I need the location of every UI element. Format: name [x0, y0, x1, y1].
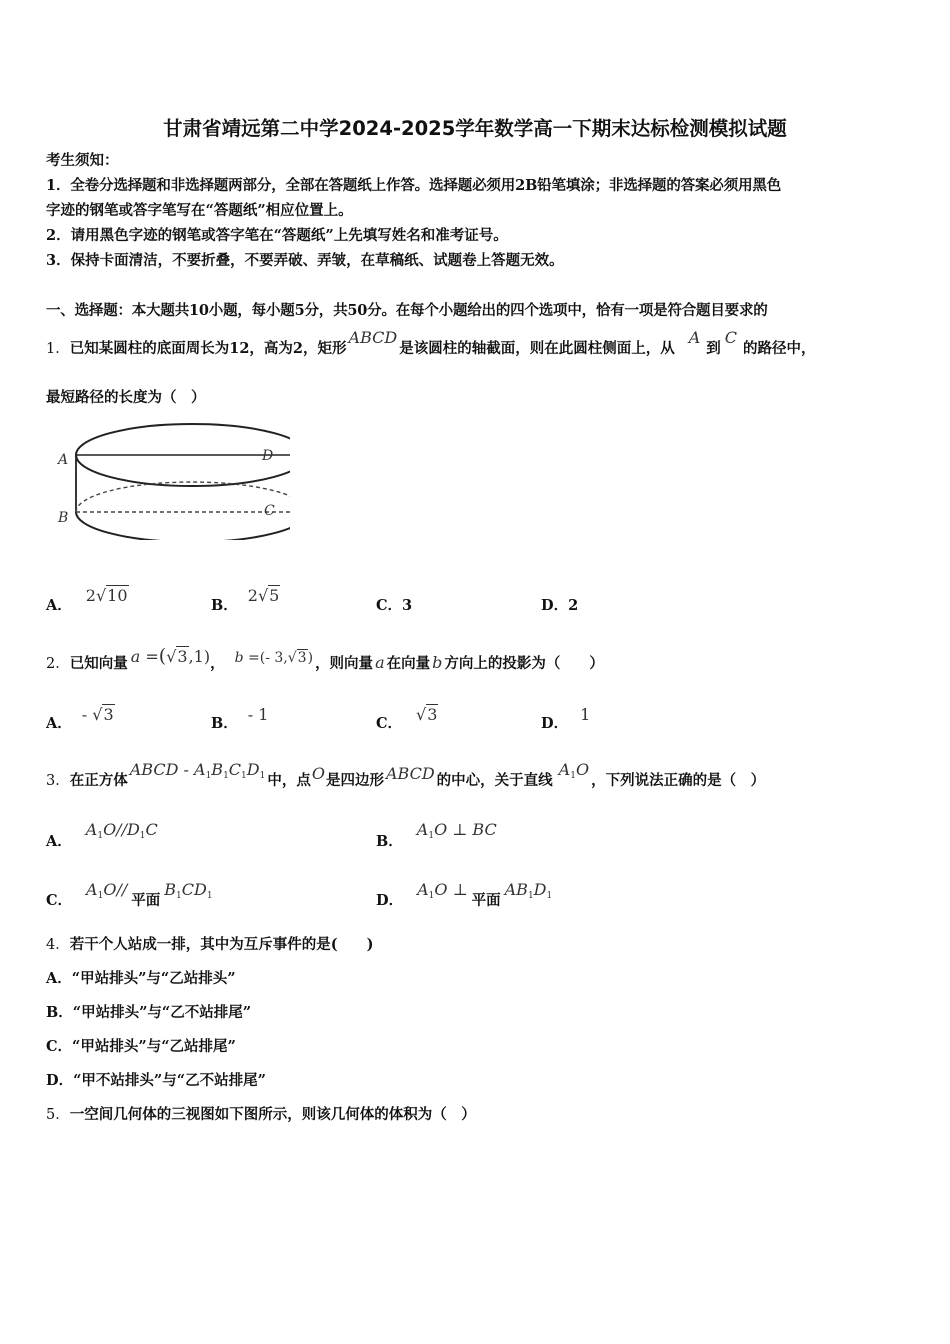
notice-item-3: 3．保持卡面清洁，不要折叠，不要弄破、弄皱，在草稿纸、试题卷上答题无效。: [46, 252, 564, 269]
radicand: 3: [297, 650, 307, 666]
math-cube: [130, 760, 266, 779]
question-text: 的中心，关于直线: [436, 772, 553, 789]
option-label: B．: [211, 715, 238, 732]
math-part: (: [158, 645, 167, 667]
q2-option-d[interactable]: [541, 705, 591, 733]
math-option-c-2: [164, 880, 212, 899]
question-1-line-2: 最短路径的长度为（ ）: [46, 389, 206, 406]
math-part: b =: [234, 650, 260, 666]
math-part: A: [558, 760, 571, 779]
question-text: 中，点: [267, 772, 311, 789]
radicand: 3: [103, 705, 114, 724]
question-text: 到: [706, 340, 721, 357]
subscript: 1: [97, 891, 104, 901]
q1-option-a[interactable]: [46, 586, 129, 615]
question-number: 2．: [46, 656, 70, 672]
math-part: A: [416, 820, 429, 839]
q1-option-b[interactable]: [211, 586, 280, 615]
math-abcd: ABCD: [385, 764, 435, 783]
math-part: O ⊥: [434, 880, 468, 899]
math-sqrt-3: √3: [416, 705, 438, 724]
subscript: 1: [570, 771, 576, 781]
question-text: ，下列说法正确的是（ ）: [591, 772, 766, 789]
q2-option-b[interactable]: [211, 705, 269, 733]
notice-item-1-line-2: 字迹的钢笔或答字笔写在“答题纸”相应位置上。: [46, 202, 353, 219]
math-a1o: [559, 760, 589, 779]
math-part: A: [85, 820, 98, 839]
math-option-d-1: [417, 880, 468, 899]
option-label: C．: [46, 892, 73, 909]
math-2-sqrt-5: 2√5: [247, 586, 280, 605]
subscript: 1: [527, 891, 534, 901]
label-d: D: [262, 448, 274, 464]
question-text: ，: [210, 655, 225, 672]
math-part: -: [81, 705, 93, 724]
question-2-line: [46, 645, 604, 674]
math-part: ABCD -: [129, 760, 189, 779]
label-b: B: [58, 510, 69, 526]
question-text: 的路径中，: [743, 340, 816, 357]
math-o: O: [311, 764, 325, 783]
q4-option-d[interactable]: D．“甲不站排头”与“乙不站排尾”: [46, 1072, 266, 1089]
subscript: 1: [428, 891, 435, 901]
question-number: 3．: [46, 773, 70, 789]
option-label: B．: [376, 833, 403, 850]
question-number: 5．: [46, 1107, 70, 1123]
option-label: C．: [376, 715, 403, 732]
math-abcd: ABCD: [348, 328, 398, 347]
q3-option-c[interactable]: [46, 880, 213, 911]
math-part: ): [307, 650, 314, 666]
subscript: 1: [223, 771, 229, 781]
radicand: 5: [269, 586, 280, 605]
option-label: A．: [46, 715, 72, 732]
math-part: C: [228, 760, 242, 779]
radicand: 3: [427, 705, 438, 724]
math-option-b: [417, 820, 497, 839]
notice-item-1-line-1: 1．全卷分选择题和非选择题两部分，全部在答题纸上作答。选择题必须用2B铅笔填涂；非选择题的答案必须用黑色: [46, 177, 782, 194]
q2-option-a[interactable]: [46, 705, 115, 733]
math-1: 1: [580, 705, 591, 724]
q4-option-a[interactable]: A．“甲站排头”与“乙站排头”: [46, 970, 236, 987]
question-text: 方向上的投影为（ ）: [444, 655, 604, 672]
cylinder-figure: [50, 420, 290, 540]
math-part: ,1): [188, 647, 211, 666]
math-part: CD: [181, 880, 207, 899]
math-option-a: [86, 820, 158, 839]
math-part: O//D: [103, 820, 140, 839]
math-option-d-2: [505, 880, 553, 899]
math-b: b: [432, 653, 443, 672]
math-part: O//: [103, 880, 128, 899]
math-part: D: [533, 880, 547, 899]
option-label: D．: [541, 715, 569, 732]
math-part: B: [211, 760, 224, 779]
math-part: A: [417, 880, 429, 899]
label-c: C: [264, 503, 275, 519]
subscript: 1: [259, 771, 266, 781]
notice-item-2: 2．请用黑色字迹的钢笔或答字笔在“答题纸”上先填写姓名和准考证号。: [46, 227, 508, 244]
question-text: 已知某圆柱的底面周长为12，高为2，矩形: [69, 340, 347, 357]
option-label: A．: [46, 833, 72, 850]
q1-option-d[interactable]: D．2: [541, 597, 579, 614]
option-label: B．: [211, 597, 238, 614]
math-a: A: [688, 328, 701, 347]
question-text: 若干个人站成一排，其中为互斥事件的是( ): [69, 936, 374, 953]
notice-heading: 考生须知：: [46, 152, 119, 169]
math-neg-sqrt-3: - √3: [81, 705, 114, 724]
math-part: a =: [130, 647, 159, 666]
subscript: 1: [97, 831, 104, 841]
question-text: 在正方体: [69, 772, 128, 789]
math-part: A: [86, 880, 98, 899]
q1-option-c[interactable]: C．3: [376, 597, 413, 614]
subscript: 1: [205, 771, 212, 781]
math-part: AB: [504, 880, 528, 899]
question-text: 是该圆柱的轴截面，则在此圆柱侧面上，从: [399, 340, 675, 357]
radicand: 10: [107, 586, 128, 605]
question-text: ，则向量: [315, 655, 374, 672]
coef: 2: [247, 586, 258, 605]
question-3-line: [46, 760, 766, 796]
subscript: 1: [546, 891, 553, 901]
q3-option-a[interactable]: [46, 820, 158, 852]
math-vector-a: a =(√3,1): [130, 645, 211, 667]
coef: 2: [85, 586, 96, 605]
question-4-line: [46, 935, 373, 955]
q3-option-d[interactable]: [376, 880, 553, 911]
question-text: 一空间几何体的三视图如下图所示，则该几何体的体积为（ ）: [69, 1106, 476, 1123]
option-label: A．: [46, 597, 72, 614]
plane-text: 平面: [471, 892, 501, 909]
radicand: 3: [177, 647, 188, 666]
cylinder-bottom-front-arc: [76, 512, 290, 540]
option-label: D．: [376, 892, 404, 909]
math-a: a: [375, 653, 385, 672]
math-part: O: [575, 760, 590, 779]
subscript: 1: [139, 831, 146, 841]
subscript: 1: [206, 891, 213, 901]
q3-option-b[interactable]: [376, 820, 497, 852]
math-part: (- 3,: [259, 650, 288, 666]
q4-option-b[interactable]: B．“甲站排头”与“乙不站排尾”: [46, 1004, 252, 1021]
question-text: 已知向量: [69, 655, 128, 672]
math-part: O ⊥ BC: [434, 820, 497, 839]
q4-option-c[interactable]: C．“甲站排头”与“乙站排尾”: [46, 1038, 236, 1055]
label-a: A: [58, 452, 69, 468]
math-part: C: [145, 820, 158, 839]
question-text: 是四边形: [325, 772, 384, 789]
subscript: 1: [176, 891, 182, 901]
plane-text: 平面: [131, 892, 161, 909]
page-title: 甘肃省靖远第二中学2024-2025学年数学高一下期末达标检测模拟试题: [163, 117, 787, 140]
q2-option-c[interactable]: [376, 705, 438, 733]
math-c: C: [724, 328, 738, 347]
question-1-line-1: [46, 328, 816, 359]
subscript: 1: [241, 771, 247, 781]
section-heading: 一、选择题：本大题共10小题，每小题5分，共50分。在每个小题给出的四个选项中，恰有一项是符合题目要求的: [46, 302, 768, 319]
question-number: 4．: [46, 937, 70, 953]
question-5-line: [46, 1105, 476, 1125]
question-text: 在向量: [386, 655, 431, 672]
question-number: 1．: [46, 341, 70, 357]
subscript: 1: [428, 831, 435, 841]
math-part: B: [164, 880, 177, 899]
math-neg-1: - 1: [247, 705, 269, 724]
math-2-sqrt-10: 2√10: [85, 586, 128, 605]
math-part: D: [246, 760, 260, 779]
math-vector-b: b =(- 3,√3): [234, 650, 314, 666]
math-option-c-1: [86, 880, 127, 899]
math-part: A: [194, 760, 206, 779]
